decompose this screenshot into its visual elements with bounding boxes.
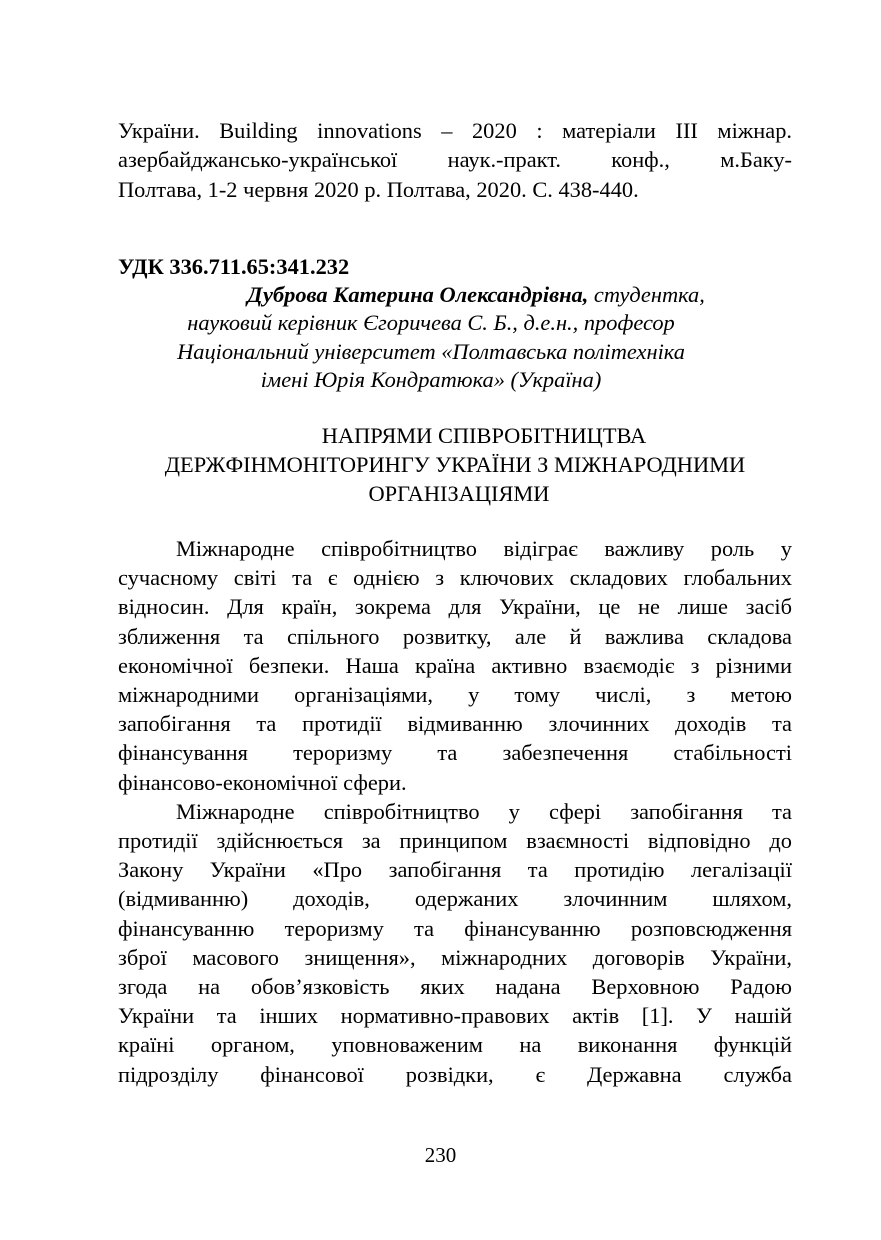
reference-line: азербайджансько-української наук.-практ. конф., м.Баку-: [118, 147, 792, 173]
paragraph-line: фінансово-економічної сфери.: [118, 769, 407, 795]
institution-line: Національний університет «Полтавська політехніка: [177, 338, 685, 364]
title-line: ОРГАНІЗАЦІЯМИ: [368, 480, 550, 506]
institution-line: імені Юрія Кондратюка» (Україна): [260, 367, 602, 393]
paragraph-line: фінансуванню тероризму та фінансуванню розповсюдження: [118, 915, 792, 941]
body-paragraph-2: [118, 797, 792, 1089]
paragraph-line: протидії здійснюється за принципом взаємності відповідно до: [118, 827, 792, 853]
paragraph-line: зближення та спільного розвитку, але й важлива складова: [118, 623, 792, 649]
author-role: студентка,: [588, 281, 705, 307]
body-paragraph-1: [118, 534, 792, 797]
reference-continuation: [118, 116, 792, 204]
paragraph-line: країні органом, уповноваженим на виконання функцій: [118, 1032, 792, 1058]
paragraph-line: запобігання та протидії відмиванню злочинних доходів та: [118, 711, 792, 737]
paragraph-line: (відмиванню) доходів, одержаних злочинним шляхом,: [118, 886, 792, 912]
paragraph-line: згода на обов’язковість яких надана Верховною Радою: [118, 973, 792, 999]
reference-line: України. Building innovations – 2020 : матеріали III міжнар.: [118, 118, 792, 143]
udk-code: УДК 336.711.65:341.232: [118, 253, 350, 279]
paragraph-line: сучасному світі та є однією з ключових складових глобальних: [118, 565, 792, 591]
author-name: Дуброва Катерина Олександрівна,: [247, 281, 589, 307]
paragraph-line: Міжнародне співробітництво відіграє важливу роль у: [176, 535, 792, 561]
page-number: 230: [424, 1143, 457, 1167]
supervisor-line: науковий керівник Єгоричева С. Б., д.е.н., професор: [187, 310, 675, 336]
title-line: ДЕРЖФІНМОНІТОРИНГУ УКРАЇНИ З МІЖНАРОДНИМИ: [164, 451, 746, 477]
author-line: [118, 281, 744, 310]
paragraph-line: підрозділу фінансової розвідки, є Державна служба: [118, 1061, 792, 1087]
paragraph-line: зброї масового знищення», міжнародних договорів України,: [118, 944, 792, 970]
author-block: [118, 281, 792, 395]
title-line: НАПРЯМИ СПІВРОБІТНИЦТВА: [321, 422, 647, 448]
document-page: [118, 116, 792, 1089]
paragraph-line: міжнародними організаціями, у тому числі, з метою: [118, 681, 792, 707]
paragraph-line: України та інших нормативно-правових актів [1]. У нашій: [118, 1003, 792, 1029]
article-title: [118, 421, 792, 508]
reference-line: Полтава, 1-2 червня 2020 р. Полтава, 2020. С. 438-440.: [118, 176, 639, 202]
paragraph-line: економічної безпеки. Наша країна активно взаємодіє з різними: [118, 652, 792, 678]
paragraph-line: фінансування тероризму та забезпечення стабільності: [118, 740, 792, 766]
paragraph-line: Закону України «Про запобігання та протидію легалізації: [118, 857, 792, 883]
paragraph-line: відносин. Для країн, зокрема для України, це не лише засіб: [118, 594, 792, 620]
paragraph-line: Міжнародне співробітництво у сфері запобігання та: [176, 798, 792, 824]
